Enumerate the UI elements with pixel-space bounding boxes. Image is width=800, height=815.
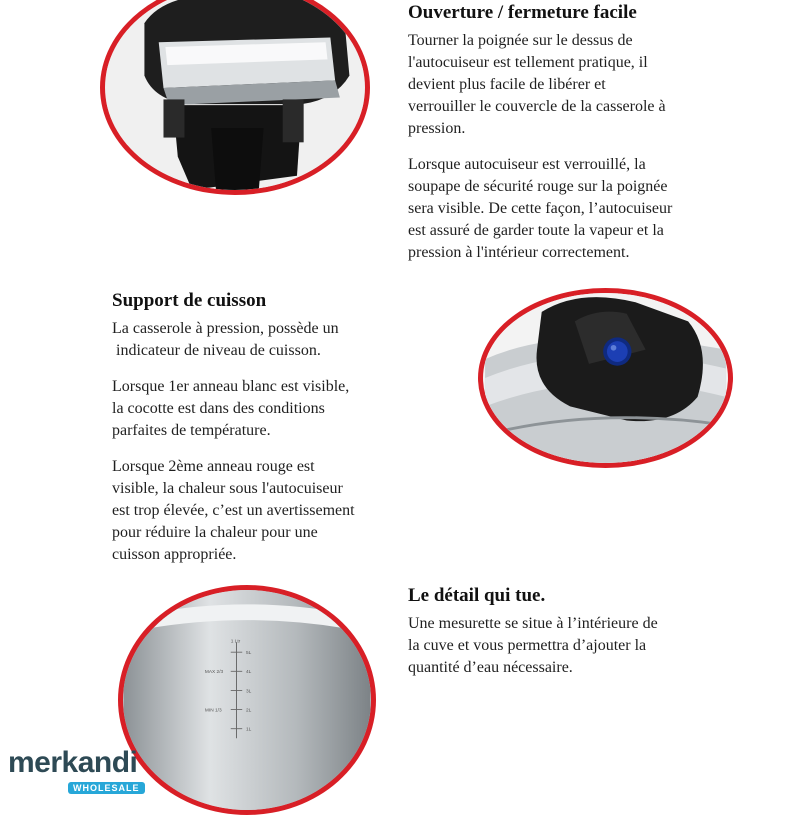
merkandi-logo [8,748,145,796]
measure-top-label: 1 Ltr [230,639,241,645]
section-opening-paragraph-2: Lorsque autocuiseur est verrouillé, la soupape de sécurité rouge sur la poignée sera visible. De cette façon, l’autocuiseur est assuré de garder toute la vapeur et la pression à l'intérieur correctement. [408,156,673,261]
section-opening-heading: Ouverture / fermeture facile [408,2,637,23]
measure-label-3l: 3L [246,689,252,695]
section-detail-paragraph-1: Une mesurette se situe à l’intérieure de la cuve et vous permettra d’ajouter la quantité d’eau nécessaire. [408,615,658,676]
measuring-pot-photo [118,585,376,815]
section-detail [408,585,798,679]
measure-max-label: MAX 2/3 [204,670,224,676]
section-support [112,290,452,566]
indicator-illustration [483,293,728,463]
handle-illustration [105,0,365,190]
section-support-heading: Support de cuisson [112,290,267,311]
section-opening-paragraph-1: Tourner la poignée sur le dessus de l'autocuiseur est tellement pratique, il devient plus facile de libérer et verrouiller le couvercle de la casserole à pression. [408,32,666,137]
pot-illustration [123,590,371,810]
section-support-paragraph-1: La casserole à pression, possède un indicateur de niveau de cuisson. [112,320,339,359]
section-support-paragraph-2: Lorsque 1er anneau blanc est visible, la cocotte est dans des conditions parfaites de température. [112,378,350,439]
indicator-photo [478,288,733,468]
measure-label-5l: 5L [246,651,252,657]
measure-label-4l: 4L [246,670,252,676]
measure-min-label: MIN 1/3 [204,708,222,714]
section-opening [408,2,798,264]
measure-label-1l: 1L [246,727,252,733]
logo-wordmark: merkandi [8,746,138,779]
handle-photo [100,0,370,195]
measure-label-2l: 2L [246,708,252,714]
section-detail-heading: Le détail qui tue. [408,585,546,606]
section-support-paragraph-3: Lorsque 2ème anneau rouge est visible, la chaleur sous l'autocuiseur est trop élevée, c’est un avertissement pour réduire la chaleur pour une cuisson appropriée. [112,458,355,563]
logo-badge: WHOLESALE [68,782,145,794]
